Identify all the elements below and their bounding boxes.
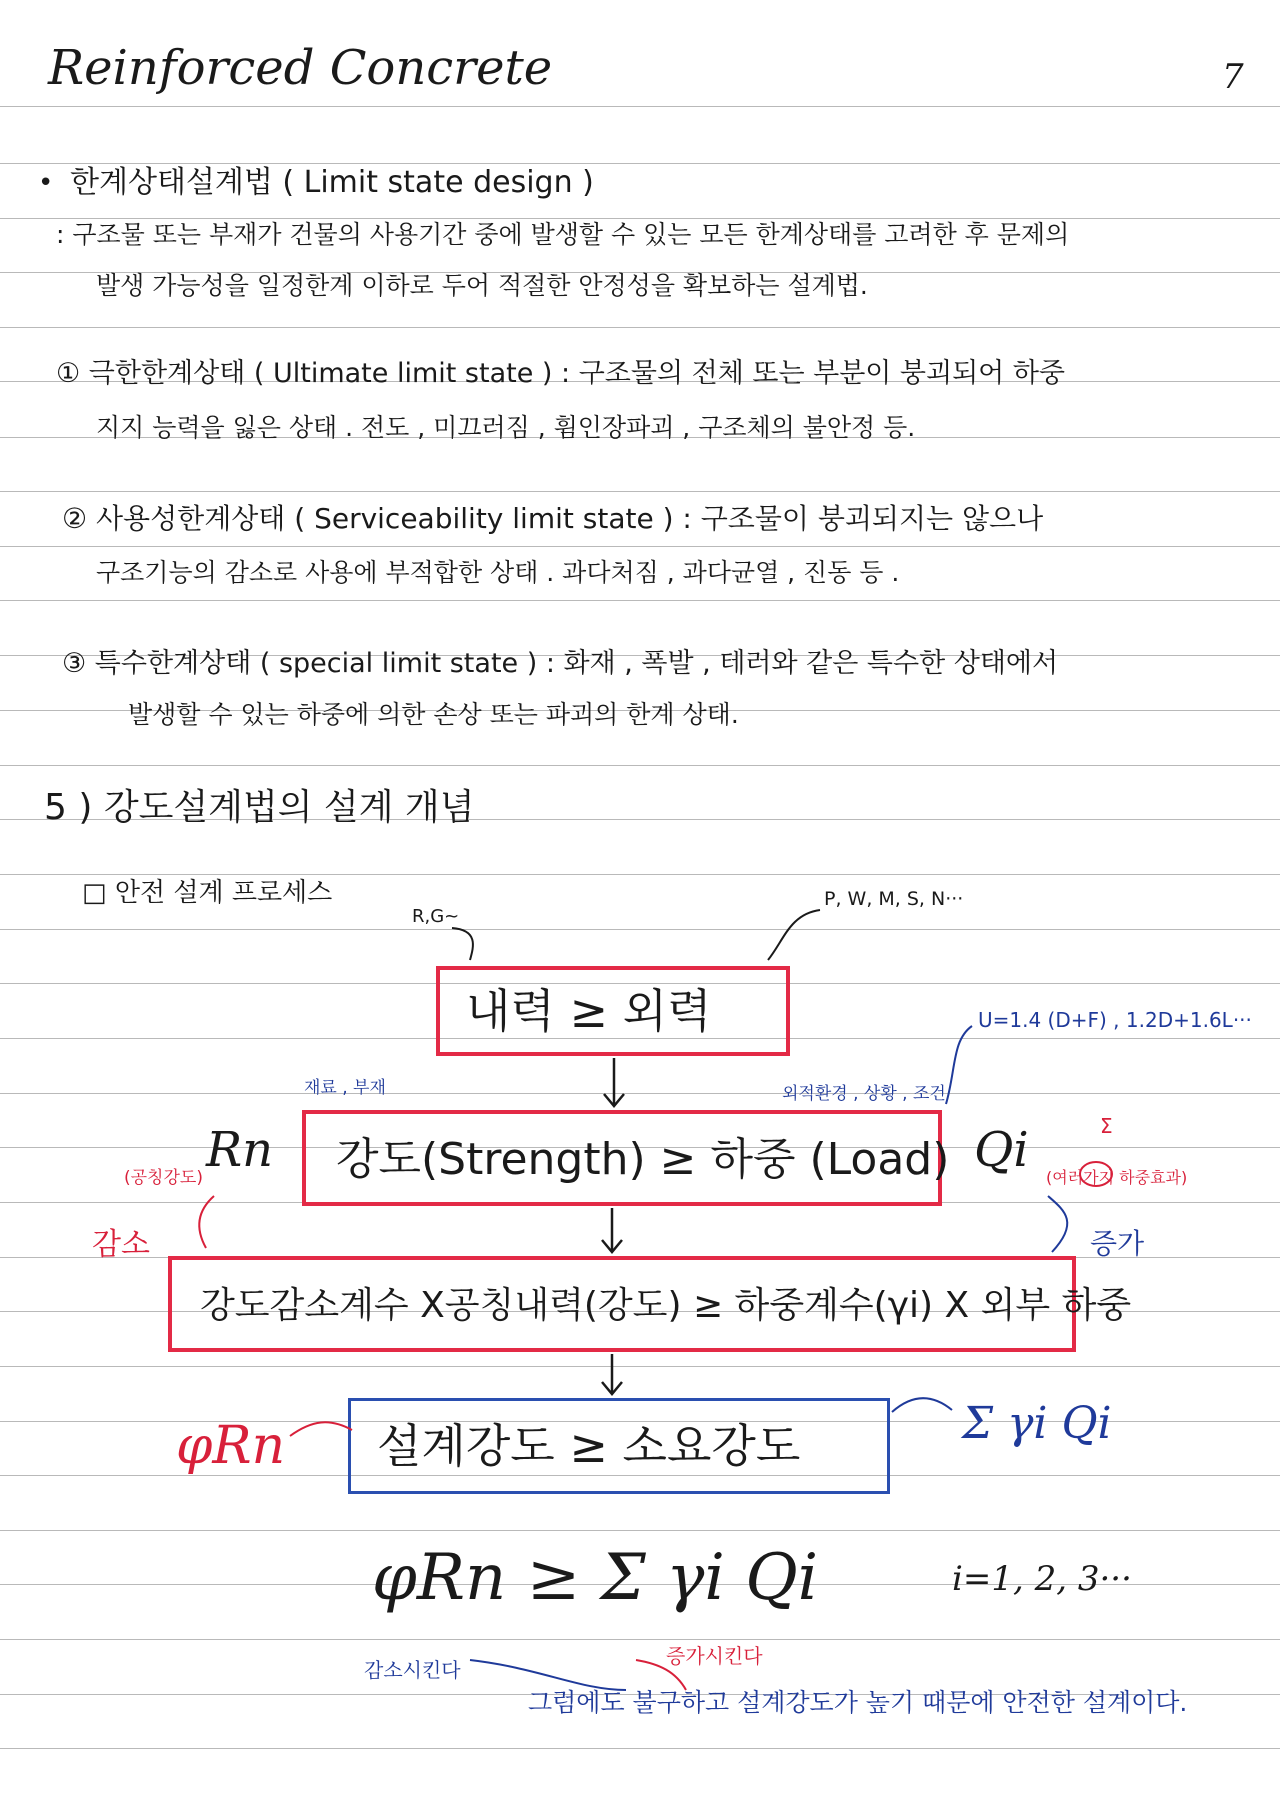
right-qi: Qi — [974, 1122, 1029, 1178]
box-3-text: 강도감소계수 X공칭내력(강도) ≥ 하중계수(γi) X 외부 하중 — [200, 1285, 1132, 1326]
section-5-heading: 5 ) 강도설계법의 설계 개념 — [44, 787, 475, 828]
lsd-definition-line-2: 발생 가능성을 일정한계 이하로 두어 적절한 안정성을 확보하는 설계법. — [96, 271, 868, 300]
lsd-heading: 한계상태설계법 ( Limit state design ) — [70, 165, 594, 200]
blue-annotation-curves — [470, 1026, 1067, 1690]
red-annotation-curves — [199, 1162, 1112, 1690]
right-increase: 증가 — [1090, 1227, 1145, 1260]
flow-arrows — [602, 1058, 624, 1394]
note-external-condition: 외적환경 , 상황 , 조건 — [782, 1084, 946, 1104]
callout-curves — [452, 910, 820, 960]
left-nominal-strength: (공칭강도) — [124, 1168, 203, 1188]
special-limit-state-line-1: ③ 특수한계상태 ( special limit state ) : 화재 , 폭발 , 테러와 같은 특수한 상태에서 — [62, 648, 1059, 679]
right-sum-gamma-q: Σ γi Qi — [962, 1398, 1112, 1449]
lsd-definition-line-1: : 구조물 또는 부재가 건물의 사용기간 중에 발생할 수 있는 모든 한계상태를 고려한 후 문제의 — [56, 220, 1070, 249]
right-sigma: Σ — [1100, 1114, 1113, 1138]
left-rn: Rn — [206, 1122, 274, 1178]
ultimate-limit-state-line-2: 지지 능력을 잃은 상태 . 전도 , 미끄러짐 , 휨인장파괴 , 구조체의 불안정 등. — [96, 413, 916, 442]
note-pwmsn: P, W, M, S, N··· — [824, 888, 964, 910]
note-material: 재료 , 부재 — [304, 1078, 386, 1098]
bullet: • — [38, 168, 54, 198]
note-decrease: 감소시킨다 — [364, 1658, 461, 1682]
serviceability-limit-state-line-2: 구조기능의 감소로 사용에 부적합한 상태 . 과다처짐 , 과다균열 , 진동 등 . — [96, 558, 900, 587]
left-decrease: 감소 — [92, 1227, 150, 1262]
page-title: Reinforced Concrete — [48, 40, 553, 96]
box-1-text: 내력 ≥ 외력 — [466, 984, 712, 1038]
serviceability-limit-state-line-1: ② 사용성한계상태 ( Serviceability limit state ) : 구조물이 붕괴되지는 않으나 — [62, 502, 1044, 535]
page-number: 7 — [1222, 57, 1244, 97]
design-equation: φRn ≥ Σ γi Qi — [372, 1541, 819, 1615]
note-rg: R,G~ — [412, 906, 460, 927]
box-4-text: 설계강도 ≥ 소요강도 — [377, 1419, 801, 1473]
index-range: i=1, 2, 3··· — [952, 1559, 1132, 1599]
right-various-loads: (여러가지 하중효과) — [1046, 1168, 1188, 1187]
note-increase: 증가시킨다 — [666, 1644, 763, 1668]
conclusion: 그럼에도 불구하고 설계강도가 높기 때문에 안전한 설계이다. — [528, 1688, 1188, 1717]
ultimate-limit-state-line-1: ① 극한한계상태 ( Ultimate limit state ) : 구조물의 전체 또는 부분이 붕괴되어 하중 — [56, 358, 1066, 389]
special-limit-state-line-2: 발생할 수 있는 하중에 의한 손상 또는 파괴의 한계 상태. — [128, 700, 739, 729]
process-label: □ 안전 설계 프로세스 — [82, 878, 333, 908]
box-2-text: 강도(Strength) ≥ 하중 (Load) — [336, 1134, 950, 1185]
note-load-combination: U=1.4 (D+F) , 1.2D+1.6L··· — [978, 1008, 1252, 1032]
left-phi-rn: φRn — [176, 1416, 286, 1476]
